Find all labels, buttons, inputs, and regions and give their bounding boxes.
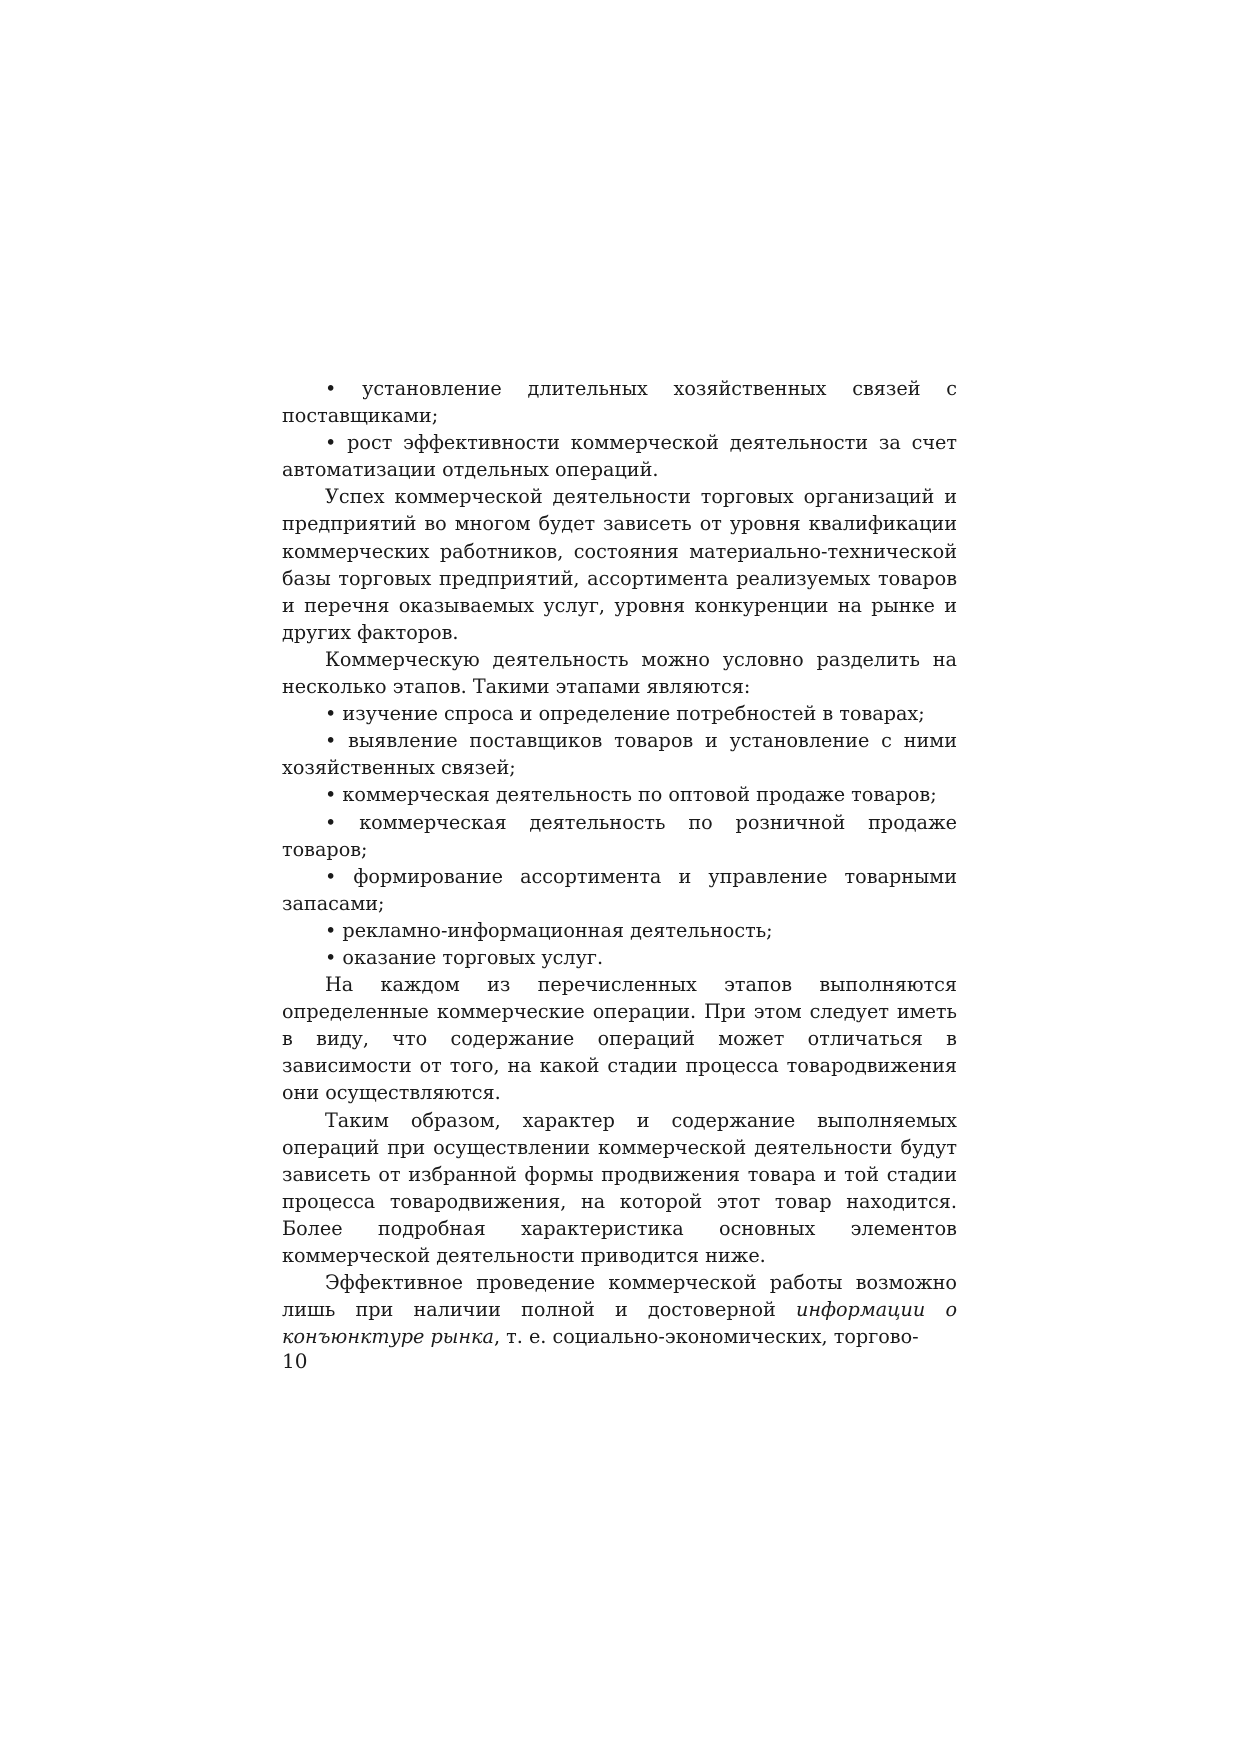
list-item: • рост эффективности коммерческой деятельности за счет автоматизации отдельных операций. xyxy=(282,431,957,482)
page-number: 10 xyxy=(282,1349,308,1373)
list-item: • рекламно-информационная деятельность; xyxy=(325,918,773,942)
list-item: • установление длительных хозяйственных связей с поставщиками; xyxy=(282,377,957,428)
body-text xyxy=(282,375,957,1350)
list-item: • выявление поставщиков товаров и установление с ними хозяйственных связей; xyxy=(282,729,957,780)
emphasis-text: информации о конъюнктуре рынка xyxy=(282,1298,958,1349)
list-item: • коммерческая деятельность по розничной продаже товаров; xyxy=(282,810,957,861)
paragraph: Таким образом, характер и содержание выполняемых операций при осуществлении коммерческой деятельности будут зависеть от избранной формы продвижения товара и той стадии процесса товародвижения, на которой этот товар находится. Более подробная характеристика основных элементов коммерческой деятельности приводится ниже. xyxy=(282,1108,957,1267)
list-item: • формирование ассортимента и управление товарными запасами; xyxy=(282,864,957,915)
paragraph-last xyxy=(282,1269,957,1350)
paragraph-last-end: , т. е. социально-экономических, торгово- xyxy=(493,1325,919,1349)
list-item: • коммерческая деятельность по оптовой продаже товаров; xyxy=(325,783,937,807)
paragraph: На каждом из перечисленных этапов выполняются определенные коммерческие операции. При этом следует иметь в виду, что содержание операций может отличаться в зависимости от того, на какой стадии процесса товародвижения они осуществляются. xyxy=(282,973,957,1105)
list-item: • оказание торговых услуг. xyxy=(325,945,604,969)
paragraph: Успех коммерческой деятельности торговых организаций и предприятий во многом будет зависеть от уровня квалификации коммерческих работников, состояния материально-технической базы торговых предприятий, ассортимента реализуемых товаров и перечня оказываемых услуг, уровня конкуренции на рынке и других факторов. xyxy=(282,485,957,644)
paragraph-last-start: Эффективное проведение коммерческой работы возможно лишь при наличии полной и достоверной xyxy=(282,1271,957,1322)
paragraph: Коммерческую деятельность можно условно разделить на несколько этапов. Такими этапами являются: xyxy=(282,647,957,699)
list-item: • изучение спроса и определение потребностей в товарах; xyxy=(325,702,925,726)
